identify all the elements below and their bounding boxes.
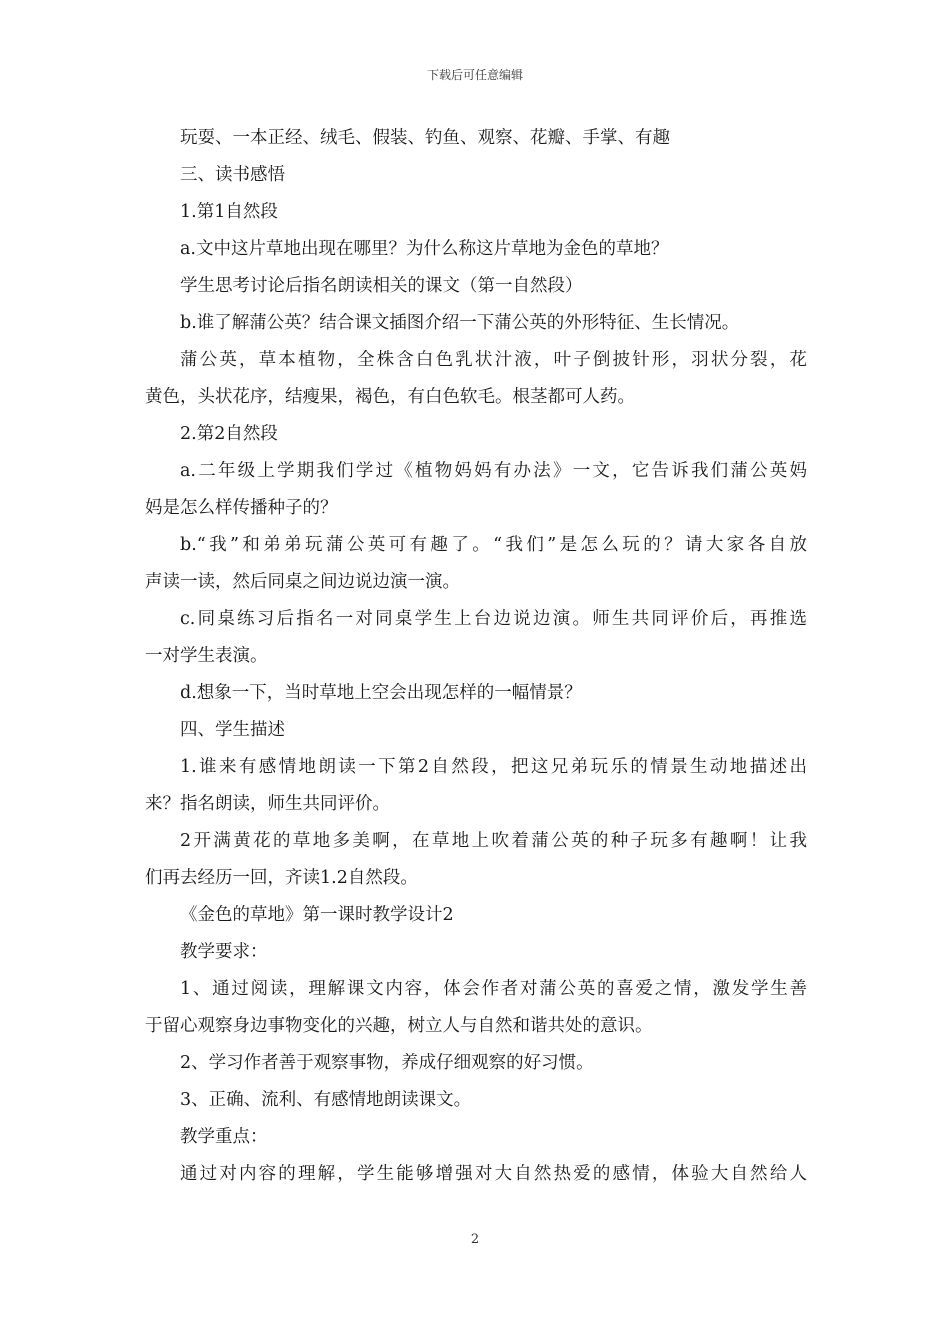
text-line: 1.第1自然段 xyxy=(180,202,278,222)
text-line: 教学要求： xyxy=(180,942,268,962)
text-line: c.同桌练习后指名一对同桌学生上台边说边演。师生共同评价后，再推选 xyxy=(180,609,807,629)
text-line: b.“我”和弟弟玩蒲公英可有趣了。“我们”是怎么玩的？请大家各自放 xyxy=(180,535,807,555)
text-line: 《金色的草地》第一课时教学设计2 xyxy=(180,905,454,925)
text-line: 妈是怎么样传播种子的？ xyxy=(145,498,338,518)
text-line: 四、学生描述 xyxy=(180,720,285,740)
text-line: 于留心观察身边事物变化的兴趣，树立人与自然和谐共处的意识。 xyxy=(145,1016,653,1036)
text-line: 们再去经历一回，齐读1.2自然段。 xyxy=(145,868,418,888)
text-line: 1.谁来有感情地朗读一下第2自然段，把这兄弟玩乐的情景生动地描述出 xyxy=(180,757,807,777)
text-line: 玩耍、一本正经、绒毛、假装、钓鱼、观察、花瓣、手掌、有趣 xyxy=(180,128,670,148)
text-line: 1、通过阅读，理解课文内容，体会作者对蒲公英的喜爱之情，激发学生善 xyxy=(180,979,807,999)
text-line: a.文中这片草地出现在哪里？为什么称这片草地为金色的草地？ xyxy=(180,239,669,259)
text-line: b.谁了解蒲公英？结合课文插图介绍一下蒲公英的外形特征、生长情况。 xyxy=(180,313,740,333)
document-body xyxy=(145,120,807,1193)
text-line: 三、读书感悟 xyxy=(180,165,285,185)
text-line: 教学重点： xyxy=(180,1127,268,1147)
text-line: 学生思考讨论后指名朗读相关的课文（第一自然段） xyxy=(180,276,583,296)
text-line: 2、学习作者善于观察事物，养成仔细观察的好习惯。 xyxy=(180,1053,594,1073)
text-line: 蒲公英，草本植物，全株含白色乳状汁液，叶子倒披针形，羽状分裂，花 xyxy=(180,350,807,370)
page-header: 下载后可任意编辑 xyxy=(426,68,523,82)
text-line: 黄色，头状花序，结瘦果，褐色，有白色软毛。根茎都可人药。 xyxy=(145,387,635,407)
text-line: 2开满黄花的草地多美啊，在草地上吹着蒲公英的种子玩多有趣啊！让我 xyxy=(180,831,807,851)
text-line: a.二年级上学期我们学过《植物妈妈有办法》一文，它告诉我们蒲公英妈 xyxy=(180,461,807,481)
text-line: 声读一读，然后同桌之间边说边演一演。 xyxy=(145,572,460,592)
text-line: d.想象一下，当时草地上空会出现怎样的一幅情景？ xyxy=(180,683,582,703)
text-line: 3、正确、流利、有感情地朗读课文。 xyxy=(180,1090,472,1110)
text-line: 通过对内容的理解，学生能够增强对大自然热爱的感情，体验大自然给人 xyxy=(180,1164,807,1184)
text-line: 2.第2自然段 xyxy=(180,424,278,444)
page-number: 2 xyxy=(470,1232,480,1247)
text-line: 来？指名朗读，师生共同评价。 xyxy=(145,794,390,814)
text-line: 一对学生表演。 xyxy=(145,646,268,666)
